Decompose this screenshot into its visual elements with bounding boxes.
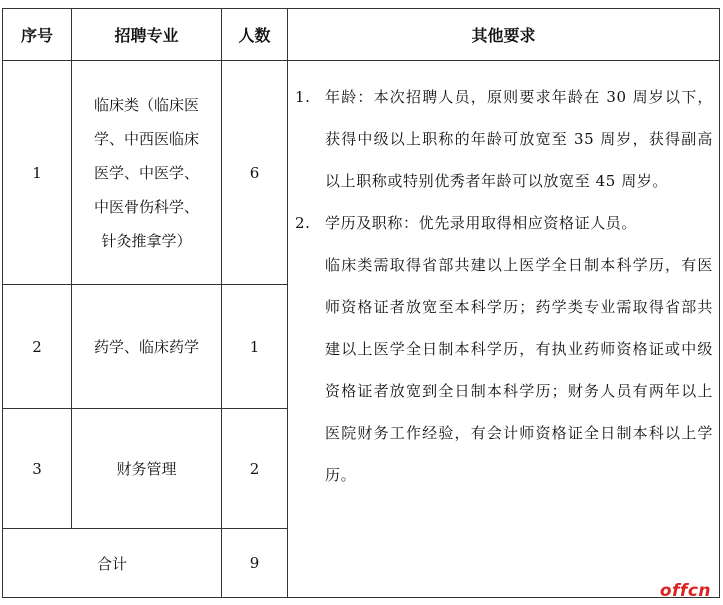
- table-border-bottom: [2, 597, 720, 598]
- requirement-item: [295, 202, 713, 496]
- requirement-number: 2.: [295, 214, 311, 232]
- recruitment-table: [2, 8, 720, 598]
- row2-seq: 2: [32, 337, 42, 356]
- header-count: 人数: [238, 26, 271, 45]
- col-divider-count: [287, 8, 288, 598]
- requirement-text: 年龄：本次招聘人员，原则要求年龄在 30 周岁以下，获得中级以上职称的年龄可放宽至 35 周岁，获得副高以上职称或特别优秀者年龄可以放宽至 45 周岁。: [325, 88, 713, 190]
- requirement-number: 1.: [295, 88, 311, 106]
- total-label: 合计: [96, 554, 127, 573]
- row3-major: [72, 409, 221, 528]
- requirement-detail: 临床类需取得省部共建以上医学全日制本科学历，有医师资格证者放宽至本科学历；药学类专业需取得省部共建以上医学全日制本科学历，有执业药师资格证或中级资格证者放宽到全日制本科学历；财务人员有两年以上医院财务工作经验，有会计师资格证全日制本科以上学历。: [325, 256, 713, 484]
- row2-count: 1: [249, 337, 260, 356]
- row1-major-line: 学、中西医临床: [93, 129, 199, 148]
- watermark-logo: offcn: [659, 581, 711, 601]
- header-requirements: 其他要求: [471, 26, 536, 45]
- row1-major-line: 临床类（临床医: [93, 95, 199, 114]
- row2-major-line: 药学、临床药学: [93, 337, 199, 356]
- row3-count: 2: [249, 459, 260, 478]
- header-major: 招聘专业: [114, 26, 179, 45]
- row3-seq: 3: [32, 459, 42, 478]
- row1-major: [72, 61, 221, 284]
- table-border-right: [719, 8, 720, 598]
- requirement-item: [295, 76, 713, 202]
- requirements-list: [295, 76, 713, 496]
- requirement-text: 学历及职称：优先录用取得相应资格证人员。: [325, 214, 638, 232]
- row3-major-line: 财务管理: [116, 459, 177, 478]
- row1-seq: 1: [32, 163, 42, 182]
- row1-major-line: 中医骨伤科学、: [93, 197, 199, 216]
- row1-count: 6: [249, 163, 260, 182]
- row1-major-line: 医学、中医学、: [93, 163, 199, 182]
- row1-major-line: 针灸推拿学）: [101, 231, 192, 250]
- row2-major: [72, 285, 221, 408]
- header-seq: 序号: [20, 26, 53, 45]
- total-count: 9: [249, 554, 260, 572]
